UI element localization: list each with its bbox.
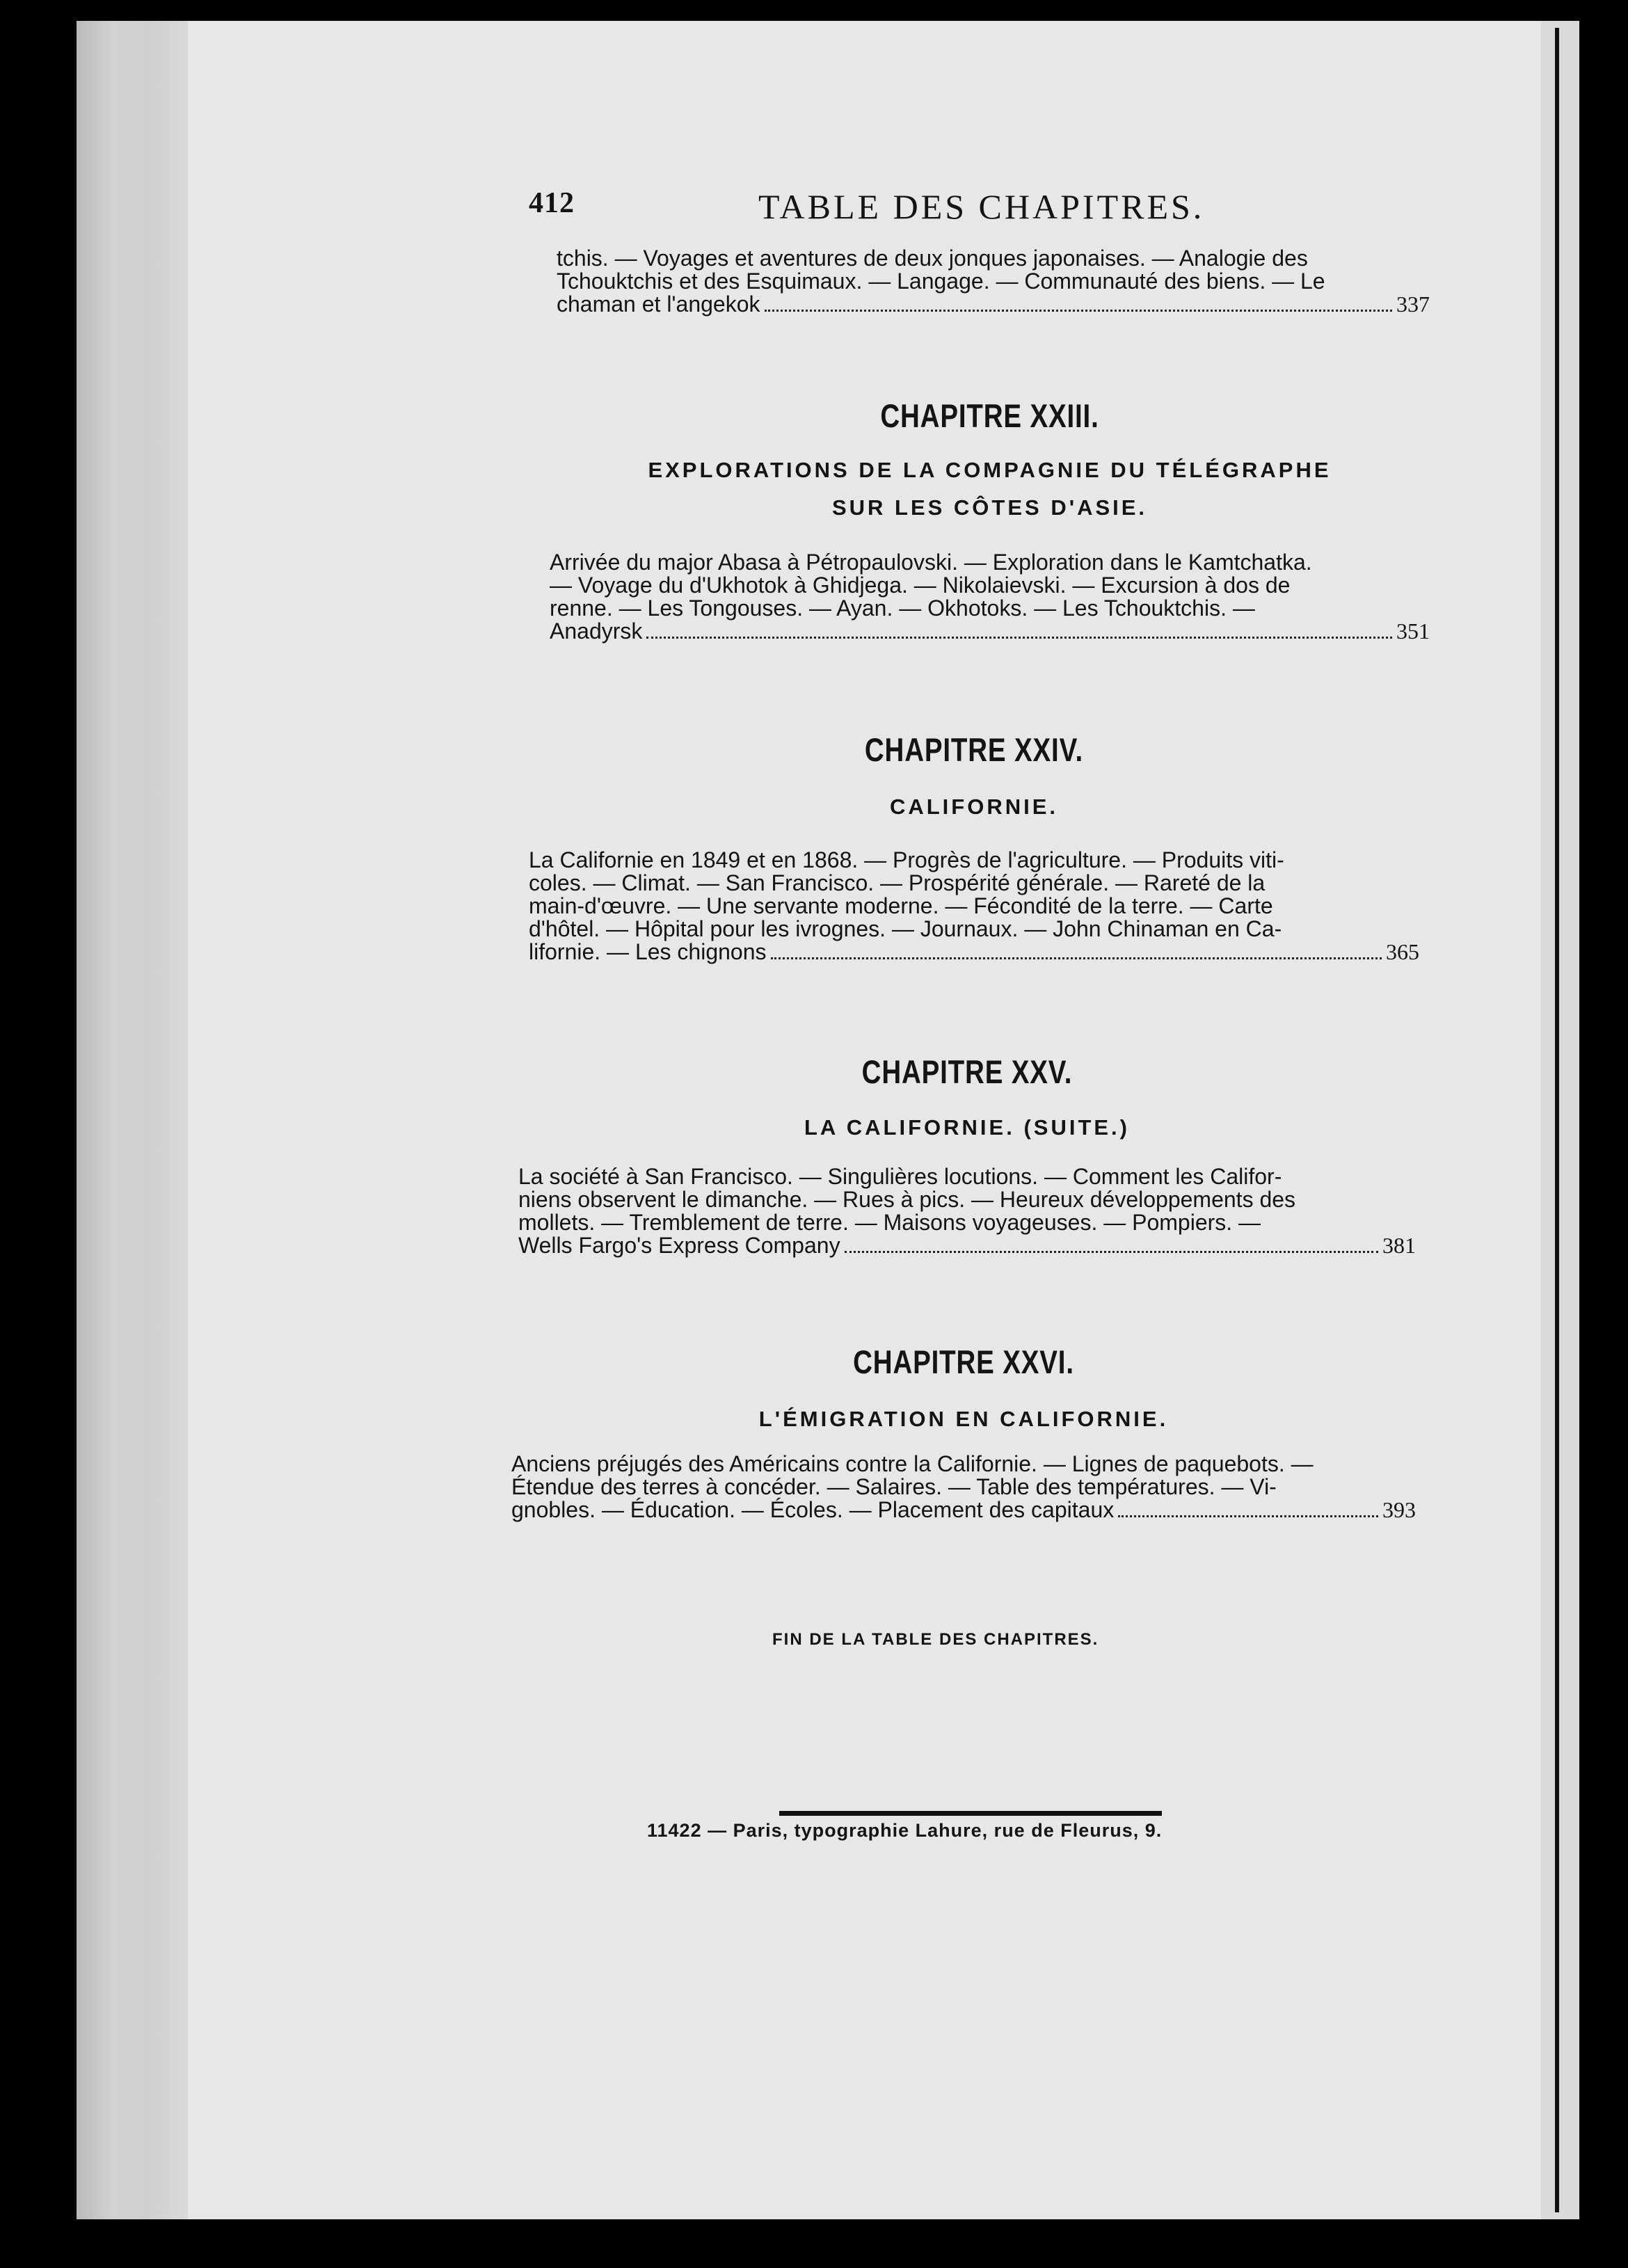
printer-imprint: 11422 — Paris, typographie Lahure, rue de Fleurus, 9. (647, 1820, 1163, 1841)
summary-line: Étendue des terres à concéder. — Salaires. — Table des températures. — Vi- (511, 1474, 1277, 1499)
summary-line: Anadyrsk (550, 618, 643, 644)
dot-leader (1118, 1500, 1378, 1517)
summary-line: main-d'œuvre. — Une servante moderne. — Fécondité de la terre. — Carte (529, 893, 1273, 918)
chapter-title: CHAPITRE XXIII. (880, 397, 1099, 434)
summary-line: lifornie. — Les chignons (529, 939, 767, 964)
summary-line: Wells Fargo's Express Company (518, 1233, 840, 1258)
page-number: 412 (529, 187, 575, 219)
summary-line: Anciens préjugés des Américains contre la Californie. — Lignes de paquebots. — (511, 1451, 1314, 1476)
page-reference: 365 (1386, 939, 1419, 964)
chapter-subtitle: EXPLORATIONS DE LA COMPAGNIE DU TÉLÉGRAPHE (648, 458, 1332, 482)
dot-leader (765, 294, 1392, 312)
summary-line: chaman et l'angekok (557, 292, 760, 317)
page-reference: 351 (1396, 618, 1430, 644)
carryover-entry (557, 247, 1430, 351)
page-reference: 337 (1396, 292, 1430, 317)
right-edge-rule (1555, 28, 1559, 2212)
summary-line: d'hôtel. — Hôpital pour les ivrognes. — Journaux. — John Chinaman en Ca- (529, 916, 1282, 941)
chapter-title: CHAPITRE XXV. (861, 1053, 1073, 1090)
chapter-subtitle: SUR LES CÔTES D'ASIE. (831, 495, 1148, 520)
summary-line: renne. — Les Tongouses. — Ayan. — Okhotoks. — Les Tchouktchis. — (550, 596, 1255, 621)
page-reference: 381 (1382, 1233, 1416, 1258)
dot-leader (771, 942, 1382, 959)
book-gutter-edge (77, 21, 195, 2219)
summary-last-line (550, 620, 1430, 643)
summary-last-line (529, 941, 1419, 964)
summary-line: niens observent le dimanche. — Rues à pics. — Heureux développements des (518, 1187, 1296, 1212)
end-of-table-note: FIN DE LA TABLE DES CHAPITRES. (772, 1630, 1099, 1649)
chapter-title: CHAPITRE XXVI. (853, 1343, 1074, 1380)
printer-rule (779, 1811, 1162, 1816)
summary-last-line (511, 1499, 1416, 1522)
summary-line: Arrivée du major Abasa à Pétropaulovski. — Exploration dans le Kamtchatka. (550, 550, 1312, 575)
running-title: TABLE DES CHAPITRES. (758, 187, 1205, 226)
chapter-subtitle: LA CALIFORNIE. (SUITE.) (804, 1115, 1130, 1140)
summary-line: coles. — Climat. — San Francisco. — Prospérité générale. — Rareté de la (529, 870, 1266, 895)
page-reference: 393 (1382, 1497, 1416, 1522)
summary-line: La Californie en 1849 et en 1868. — Progrès de l'agriculture. — Produits viti- (529, 847, 1284, 872)
running-head (529, 186, 1238, 235)
dot-leader (646, 621, 1392, 639)
chapter-entry (511, 1343, 1416, 1572)
chapter-entry (550, 397, 1430, 696)
chapter-entry (518, 1053, 1416, 1317)
summary-last-line (557, 293, 1430, 316)
summary-line: mollets. — Tremblement de terre. — Maisons voyageuses. — Pompiers. — (518, 1210, 1261, 1235)
dot-leader (845, 1236, 1378, 1253)
right-page-strip (1541, 21, 1579, 2219)
summary-line: Tchouktchis et des Esquimaux. — Langage. — Communauté des biens. — Le (557, 269, 1325, 294)
summary-line: La société à San Francisco. — Singulières locutions. — Comment les Califor- (518, 1164, 1282, 1189)
summary-line: gnobles. — Éducation. — Écoles. — Placement des capitaux (511, 1497, 1115, 1522)
chapter-title: CHAPITRE XXIV. (864, 731, 1084, 768)
summary-last-line (518, 1234, 1416, 1257)
chapter-subtitle: CALIFORNIE. (889, 794, 1059, 819)
chapter-subtitle: L'ÉMIGRATION EN CALIFORNIE. (758, 1407, 1169, 1431)
summary-line: — Voyage du d'Ukhotok à Ghidjega. — Nikolaievski. — Excursion à dos de (550, 573, 1291, 598)
summary-line: tchis. — Voyages et aventures de deux jonques japonaises. — Analogie des (557, 246, 1308, 271)
chapter-entry (529, 730, 1419, 1023)
